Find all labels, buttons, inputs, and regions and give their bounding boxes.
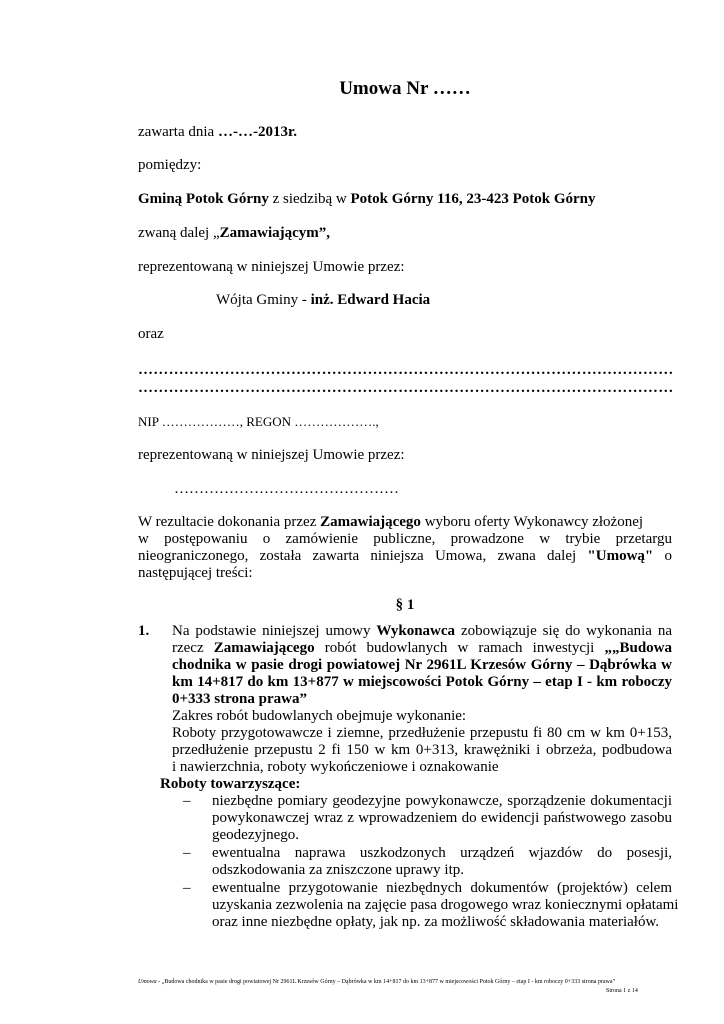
result-para-line-4: następującej treści: [138,565,253,581]
bullet-3-line-2: uzyskania zezwolenia na zajęcie pasa drogowego wraz koniecznymi opłatami [212,897,679,913]
bullet-2-line-1: ewentualna naprawa uszkodzonych urządzeń wjazdów do posesji, [212,845,672,861]
bullet-dash-2: – [183,845,191,861]
result-l1-a: W rezultacie dokonania przez [138,514,321,530]
item1-number: 1. [138,623,150,639]
scope-intro: Zakres robót budowlanych obejmuje wykonanie: [172,708,467,724]
section-heading: § 1 [395,597,415,613]
item1-l2-b: Zamawiającego [213,640,315,656]
item1-line-2 [172,640,672,657]
bullet-3-line-1: ewentualne przygotowanie niezbędnych dokumentów (projektów) celem [212,880,672,896]
party1-address: Potok Górny 116, 23-423 Potok Górny [350,191,596,207]
bullet-1-line-2: powykonawczej wraz z wprowadzeniem do ewidencji państwowego zasobu [212,810,672,826]
represented2-line: reprezentowaną w niniejszej Umowie przez: [138,447,405,463]
footer-page-number: Strona 1 z 14 [606,988,638,994]
item1-l2-a: rzecz [172,640,214,656]
result-l3-a: nieograniczonego, została zawarta niniejsza Umowa, zwana dalej [138,548,588,564]
scope-line-1: Roboty przygotowawcze i ziemne, przedłużenie przepustu fi 80 cm w km 0+153, [172,725,672,741]
item1-line-1 [172,623,672,640]
date-line [138,124,297,141]
result-l1-c: wyboru oferty Wykonawcy złożonej [420,514,644,530]
document-title: Umowa Nr …… [339,78,471,99]
result-para-line-3 [138,548,672,565]
bullet-dash-1: – [183,793,191,809]
result-l3-b: "Umową" [587,548,654,564]
accompanying-heading: Roboty towarzyszące: [160,776,301,792]
date-value: …-…-2013r. [217,124,297,140]
called1-line [138,225,330,242]
scope-line-3: i nawierzchnia, roboty wykończeniowe i oznakowanie [172,759,499,775]
footer-text [138,978,615,986]
called1-prefix: zwaną dalej „ [138,225,220,241]
date-prefix: zawarta dnia [138,124,218,140]
scope-line-2: przedłużenie przepustu 2 fi 150 w km 0+313, krawężniki i obrzeża, podbudowa [172,742,672,758]
party1-mid: z siedzibą w [268,191,351,207]
result-para-line-2: w postępowaniu o zamówienie publiczne, prowadzone w trybie przetargu [138,531,672,547]
item1-line-3: chodnika w pasie drogi powiatowej Nr 2961L Krzesów Górny – Dąbrówka w [172,657,672,673]
representative2-dots: ……………………………………… [174,481,399,497]
representative-line [216,292,430,309]
footer-body: - „Budowa chodnika w pasie drogi powiatowej Nr 2961L Krzesów Górny – Dąbrówka w km 14+817 do km 13+877 w miejscowości Potok Górny – etap I - km roboczy 0+333 strona prawa” [156,979,616,985]
nip-regon-line: NIP ………………, REGON ………………., [138,414,379,429]
item1-l1-c: zobowiązuje się do wykonania na [455,623,673,639]
item1-l1-a: Na podstawie niniejszej umowy [172,623,377,639]
bullet-3-line-3: oraz inne niezbędne opłaty, jak np. za możliwość składowania materiałów. [212,914,660,930]
item1-line-4: km 14+817 do km 13+877 w miejscowości Potok Górny – etap I - km roboczy [172,674,672,690]
representative-role: Wójta Gminy - [216,292,311,308]
bullet-2-line-2: odszkodowania za zniszczone uprawy itp. [212,862,464,878]
called1-name: Zamawiającym”, [219,225,331,241]
and-label: oraz [138,326,164,342]
result-l1-b: Zamawiającego [320,514,421,530]
contractor-dots-line-2: …………………………………………………………………………………………… [138,380,674,396]
party1-line [138,191,596,208]
bullet-dash-3: – [183,880,191,896]
representative-name: inż. Edward Hacia [310,292,431,308]
bullet-1-line-3: geodezyjnego. [212,827,300,843]
item1-l2-d: „„Budowa [604,640,672,656]
item1-l2-c: robót budowlanych w ramach inwestycji [314,640,605,656]
bullet-1-line-1: niezbędne pomiary geodezyjne powykonawcze, sporządzenie dokumentacji [212,793,672,809]
footer-label: Umowa [138,979,157,985]
item1-line-5: 0+333 strona prawa” [172,691,307,707]
between-label: pomiędzy: [138,157,202,173]
party1-name: Gminą Potok Górny [138,191,269,207]
result-para-line-1 [138,514,672,531]
contractor-dots-line-1: …………………………………………………………………………………………… [138,362,674,378]
item1-l1-b: Wykonawca [376,623,456,639]
result-l3-c: o [653,548,673,564]
represented1-line: reprezentowaną w niniejszej Umowie przez: [138,259,405,275]
